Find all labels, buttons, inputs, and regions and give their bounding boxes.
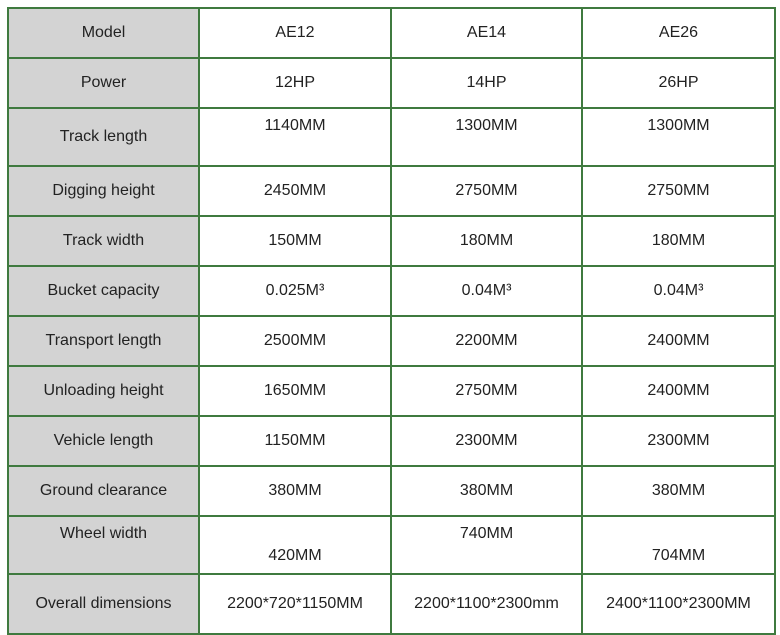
row-label: Overall dimensions [8,574,199,634]
row-label: Track length [8,108,199,166]
table-cell: 1300MM [391,108,582,166]
table-cell: 2750MM [582,166,775,216]
row-label: Bucket capacity [8,266,199,316]
table-cell: 2750MM [391,166,582,216]
table-cell: 2500MM [199,316,391,366]
table-cell: 420MM [199,516,391,574]
table-cell: 2300MM [582,416,775,466]
table-cell: 1150MM [199,416,391,466]
table-row-unloading-height [8,366,775,416]
row-label: Ground clearance [8,466,199,516]
table-cell: 1140MM [199,108,391,166]
model-header-ae12: AE12 [199,8,391,58]
row-label: Track width [8,216,199,266]
row-label: Unloading height [8,366,199,416]
table-cell: 0.04M³ [582,266,775,316]
spec-table [7,7,776,635]
table-cell: 1650MM [199,366,391,416]
table-cell: 1300MM [582,108,775,166]
table-cell: 740MM [391,516,582,574]
table-row-ground-clearance [8,466,775,516]
table-row-overall-dimensions [8,574,775,634]
row-label: Digging height [8,166,199,216]
row-label: Vehicle length [8,416,199,466]
table-cell: 2450MM [199,166,391,216]
table-header-row [8,8,775,58]
table-cell: 12HP [199,58,391,108]
row-label: Wheel width [8,516,199,574]
model-header-ae14: AE14 [391,8,582,58]
header-label-cell: Model [8,8,199,58]
table-row-vehicle-length [8,416,775,466]
table-cell: 2750MM [391,366,582,416]
table-cell: 180MM [391,216,582,266]
table-row-track-width [8,216,775,266]
table-cell: 180MM [582,216,775,266]
table-cell: 2400MM [582,316,775,366]
row-label: Transport length [8,316,199,366]
row-label: Power [8,58,199,108]
table-row-bucket-capacity [8,266,775,316]
table-row-track-length [8,108,775,166]
table-cell: 2200*720*1150MM [199,574,391,634]
table-cell: 0.025M³ [199,266,391,316]
table-cell: 2200MM [391,316,582,366]
table-cell: 14HP [391,58,582,108]
table-cell: 380MM [582,466,775,516]
table-cell: 2400MM [582,366,775,416]
table-cell: 2400*1100*2300MM [582,574,775,634]
table-cell: 2300MM [391,416,582,466]
table-cell: 0.04M³ [391,266,582,316]
model-header-ae26: AE26 [582,8,775,58]
table-row-transport-length [8,316,775,366]
table-cell: 380MM [391,466,582,516]
table-row-wheel-width [8,516,775,574]
table-cell: 26HP [582,58,775,108]
table-cell: 2200*1100*2300mm [391,574,582,634]
table-cell: 380MM [199,466,391,516]
spec-table-wrapper [7,7,776,635]
table-cell: 150MM [199,216,391,266]
table-row-power [8,58,775,108]
table-row-digging-height [8,166,775,216]
table-cell: 704MM [582,516,775,574]
